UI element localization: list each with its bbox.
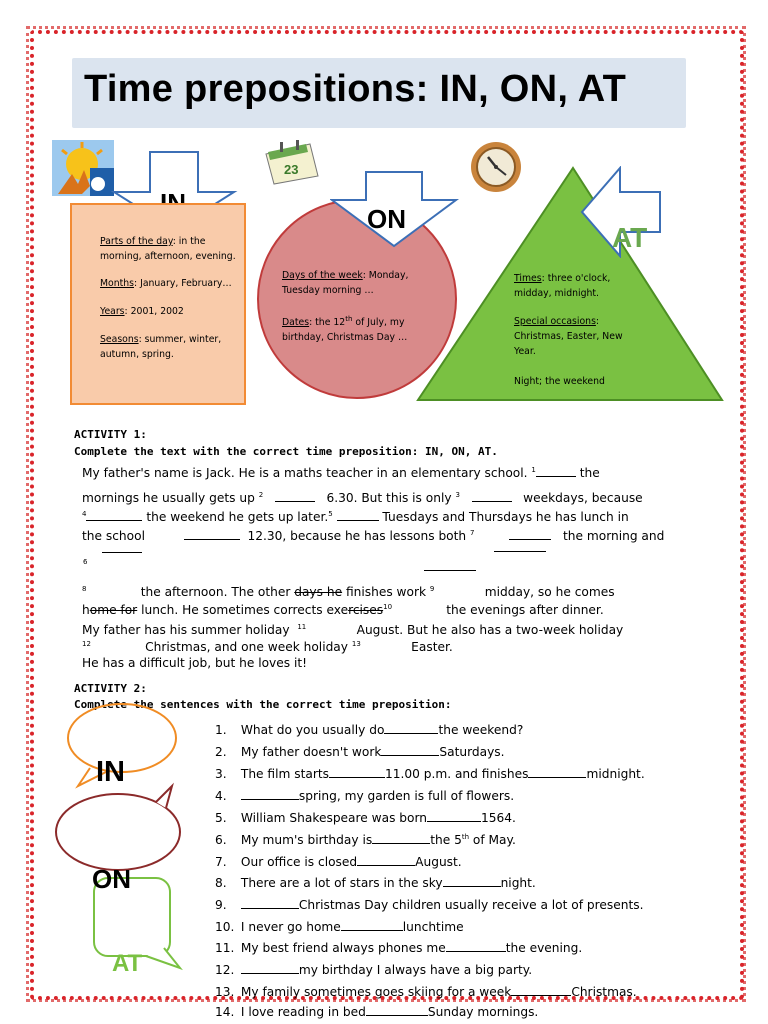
at-usage-text: Times: three o'clock, midday, midnight. Special occasions: Christmas, Easter, New Year. Night; the weekend bbox=[514, 273, 623, 387]
activity2-instruction: Complete the sentences with the correct time preposition: bbox=[74, 698, 452, 711]
blank-4[interactable] bbox=[86, 520, 142, 521]
note-number-6: 6 bbox=[83, 558, 88, 566]
blank-line-left[interactable] bbox=[102, 552, 142, 553]
blank-1[interactable] bbox=[536, 476, 576, 477]
on-label: ON bbox=[367, 204, 406, 234]
list-item: 3. The film starts 11.00 p.m. and finishes midnight. bbox=[215, 767, 645, 781]
activity1-line-7: My father has his summer holiday $^{11}$ August. But he also has a two-week holiday bbox=[82, 623, 624, 638]
answer-blank[interactable] bbox=[384, 733, 438, 734]
in-usage-box: Parts of the day: in the morning, afternoon, evening. Months: January, February… Years: 2001, 2002 Seasons: summer, winter, autumn, spring. bbox=[70, 203, 246, 405]
svg-text:23: 23 bbox=[284, 162, 299, 177]
calendar-clipart-icon bbox=[260, 140, 324, 186]
activity1-line-6: home for lunch. He sometimes corrects exercises$^{10}$ the evenings after dinner. bbox=[82, 603, 604, 618]
activity1-line-8: $^{12}$ Christmas, and one week holiday $^{13}$ Easter. bbox=[82, 640, 453, 655]
activity1-line-4: the school 12.30, because he has lessons both $^7$ the morning and bbox=[82, 529, 665, 544]
title-banner bbox=[72, 58, 686, 128]
answer-blank[interactable] bbox=[329, 777, 385, 778]
activity1-line-5: $^8$ the afternoon. The other days he finishes work $^9$ midday, so he comes bbox=[82, 585, 615, 600]
list-item: 13. My family sometimes goes skiing for a week Christmas. bbox=[215, 985, 637, 999]
answer-blank[interactable] bbox=[446, 951, 506, 952]
speech-bubbles-clipart bbox=[50, 686, 220, 986]
answer-blank[interactable] bbox=[341, 930, 403, 931]
blank-7[interactable] bbox=[509, 539, 551, 540]
list-item: 4. spring, my garden is full of flowers. bbox=[215, 789, 515, 803]
activity1-heading: ACTIVITY 1: bbox=[74, 428, 147, 441]
answer-blank[interactable] bbox=[357, 865, 415, 866]
answer-blank[interactable] bbox=[241, 908, 299, 909]
answer-blank[interactable] bbox=[241, 799, 299, 800]
answer-blank[interactable] bbox=[511, 995, 571, 996]
bubble-in-label: IN bbox=[96, 756, 125, 788]
answer-blank[interactable] bbox=[528, 777, 586, 778]
list-item: 1. What do you usually do the weekend? bbox=[215, 723, 524, 737]
answer-blank[interactable] bbox=[427, 821, 481, 822]
activity1-line-9: He has a difficult job, but he loves it! bbox=[82, 656, 308, 670]
list-item: 11. My best friend always phones me the evening. bbox=[215, 941, 583, 955]
list-item: 8. There are a lot of stars in the sky night. bbox=[215, 876, 536, 890]
list-item: 9. Christmas Day children usually receive a lot of presents. bbox=[215, 898, 644, 912]
blank-5[interactable] bbox=[337, 520, 379, 521]
blank-line-8[interactable] bbox=[424, 570, 476, 571]
answer-blank[interactable] bbox=[241, 973, 299, 974]
activity1-line-1: My father's name is Jack. He is a maths teacher in an elementary school. $^1$ the bbox=[82, 466, 600, 481]
list-item: 10. I never go home lunchtime bbox=[215, 920, 464, 934]
at-label: AT bbox=[612, 222, 648, 253]
seasons-clipart-icon bbox=[52, 140, 114, 196]
list-item: 14. I love reading in bed Sunday mornings. bbox=[215, 1005, 539, 1019]
list-item: 6. My mum's birthday is the 5th of May. bbox=[215, 833, 516, 848]
activity1-line-2: mornings he usually gets up $^2$ 6.30. But this is only $^3$ weekdays, because bbox=[82, 491, 643, 506]
blank-line-right[interactable] bbox=[494, 551, 546, 552]
on-usage-text: Days of the week: Monday, Tuesday morning … Dates: the 12th of July, my birthday, Christmas Day … bbox=[282, 270, 409, 344]
activity1-instruction: Complete the text with the correct time preposition: IN, ON, AT. bbox=[74, 445, 498, 458]
activity2-heading: ACTIVITY 2: bbox=[74, 682, 147, 695]
blank-6[interactable] bbox=[184, 539, 240, 540]
answer-blank[interactable] bbox=[372, 843, 430, 844]
list-item: 5. William Shakespeare was born 1564. bbox=[215, 811, 516, 825]
answer-blank[interactable] bbox=[366, 1015, 428, 1016]
activity1-line-3: $^4$ the weekend he gets up later.$^5$ Tuesdays and Thursdays he has lunch in bbox=[82, 510, 629, 525]
answer-blank[interactable] bbox=[443, 886, 501, 887]
answer-blank[interactable] bbox=[381, 755, 439, 756]
blank-2[interactable] bbox=[275, 501, 315, 502]
list-item: 12. my birthday I always have a big party. bbox=[215, 963, 533, 977]
page-title: Time prepositions: IN, ON, AT bbox=[84, 68, 627, 110]
blank-3[interactable] bbox=[472, 501, 512, 502]
bubble-at-label: AT bbox=[112, 950, 143, 977]
list-item: 7. Our office is closed August. bbox=[215, 855, 462, 869]
bubble-on-label: ON bbox=[92, 864, 131, 894]
list-item: 2. My father doesn't work Saturdays. bbox=[215, 745, 505, 759]
